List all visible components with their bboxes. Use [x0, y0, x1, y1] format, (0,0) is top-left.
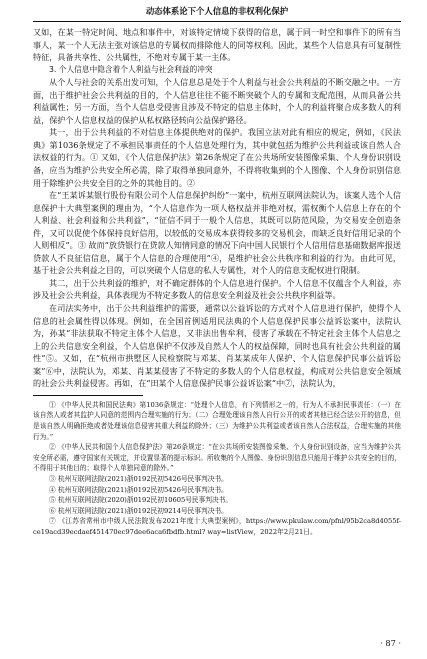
- footnotes: [33, 400, 401, 538]
- footnote: ③ 杭州互联网法院(2021)浙0192民初5426号民事判决书。: [49, 475, 228, 484]
- footnote: ⑦ 《江苏省常州市中级人民法院发布2021年度十大典型案例》，https://www.pkulaw.com/pfnl/95b2ca8d4055f-ce19acd39ecdaef451470ec97dee6aca6fbdfb.html? way=listView，2022年2月21日。: [33, 517, 401, 536]
- footnote-rule: [33, 395, 143, 396]
- footnote: ⑥ 杭州互联网法院(2021)浙0192民初9214号民事判决书。: [49, 506, 228, 515]
- footnote: ② 《中华人民共和国个人信息保护法》第26条规定：“在公共场所安装图像采集、个人身份识别设备，应当为维护公共安全所必需，遵守国家有关规定，并设置显著的提示标识。所收集的个人图像、身份识别信息只能用于维护公共安全的目的，不得用于其他目的；取得个人单独同意的除外。”: [33, 443, 401, 473]
- paragraph: 在“王某诉某银行股份有限公司个人信息保护纠纷”一案中，杭州互联网法院认为，该案人选个人信息保护十大典型案例的理由为，“个人信息作为一项人格权益并非绝对权，需权衡个人信息上存在的个人利益、社会利益和公共利益”，“征信不同于一般个人信息，其既可以防范风险，为交易安全创造条件，又可以促使个体保持良好信用，以较低的交易成本获得较多的交易机会，而缺乏良好信用记录的个人则相反”。③ 故而“放贷银行在贷款人知情同意的情况下向中国人民银行个人信用信息基础数据库报送贷款人不良征信信息，属于个人信息的合理使用”④，是维护社会公共秩序和利益的行为。由此可见，基于社会公共利益之目的，可以突破个人信息的私人专属性，对个人的信息支配权进行限制。: [33, 190, 401, 276]
- document-page: [33, 6, 401, 538]
- page-number: · 87 ·: [380, 638, 401, 648]
- running-header: 动态体系论下个人信息的非权利化保护: [145, 6, 289, 16]
- paragraph: 从个人与社会的关系出发可知，个人信息总是处于个人利益与社会公共利益的不断交融之中。一方面，出于维护社会公共利益的目的，个人信息往往不能不断突破个人的专属和支配范围，从而具备公共利益属性；另一方面，当个人信息受侵害且涉及不特定的信息主体时，个人的利益将聚合成多数人的利益，保护个人信息权益的保护从私权路径转向公益保护路径。: [33, 77, 401, 125]
- paragraph: 其一，出于公共利益的不对信息主体提供绝对的保护。我国立法对此有相应的规定，例如，《民法典》第1036条规定了不承担民事责任的个人信息处理行为，其中就包括为维护公共利益或该自然人合法权益的行为。① 又如，《个人信息保护法》第26条规定了在公共场所安装图像采集、个人身份识别设备，应当为维护公共安全所必需，除了取得单独同意外，不得将收集到的个人图像、个人身份识别信息用于除维护公共安全目的之外的其他目的。②: [33, 127, 401, 188]
- header-rule: [33, 21, 401, 22]
- paragraph: 又如，在某一特定时间、地点和事件中，对该特定情境下获得的信息，属于同一时空和事件下的所有当事人，某一个人无法主张对该信息的专属权而排除他人的同等权利。因此，某些个人信息具有可复制性特征，具备共享性、公共属性，不绝对专属于某一主体。: [33, 27, 401, 63]
- paragraph: 在司法实务中，出于公共利益维护的需要，通常以公益诉讼的方式对个人信息进行保护，使得个人信息的社会属性得以体现。例如，在全国首例适用民法典的个人信息保护民事公益诉讼案中，法院认为，孙某“非法获取不特定主体个人信息，又非法出售牟利，侵害了承载在不特定社会主体个人信息之上的公共信息安全利益，个人信息保护不仅涉及自然人个人的权益保障，同时也具有社会公共利益的属性”⑤。又如，在“杭州市拱墅区人民检察院与邓某、肖某某成年人保护、个人信息保护民事公益诉讼案”⑥中，法院认为，邓某、肖某某侵害了不特定的多数人的个人信息权益，构成对公共信息安全领域的社会公共利益侵害。再如，在“田某个人信息保护民事公益诉讼案”中⑦，法院认为，: [33, 303, 401, 389]
- footnote: ⑤ 杭州互联网法院(2020)浙0192民初10605号民事判决书。: [49, 496, 233, 505]
- footnote: ④ 杭州互联网法院(2021)浙0192民初5426号民事判决书。: [49, 485, 228, 494]
- section-subheading: 3. 个人信息中隐含着个人利益与社会利益的冲突: [49, 64, 213, 74]
- body-text: [33, 26, 401, 390]
- paragraph: 其二，出于公共利益的维护，对不确定群体的个人信息进行保护。个人信息不仅蕴含个人利益，亦涉及社会公共利益，具体表现为不特定多数人的信息安全利益及社会公共秩序利益等。: [33, 277, 401, 301]
- footnote: ① 《中华人民共和国民法典》第1036条规定：“处理个人信息，有下列情形之一的，行为人不承担民事责任：（一）在该自然人或者其监护人同意的范围内合理实施的行为；（二）合理处理该自然人自行公开的或者其他已经合法公开的信息，但是该自然人明确拒绝或者处理该信息侵害其重大利益的除外；（三）为维护公共利益或者该自然人合法权益，合理实施的其他行为。”: [33, 400, 401, 441]
